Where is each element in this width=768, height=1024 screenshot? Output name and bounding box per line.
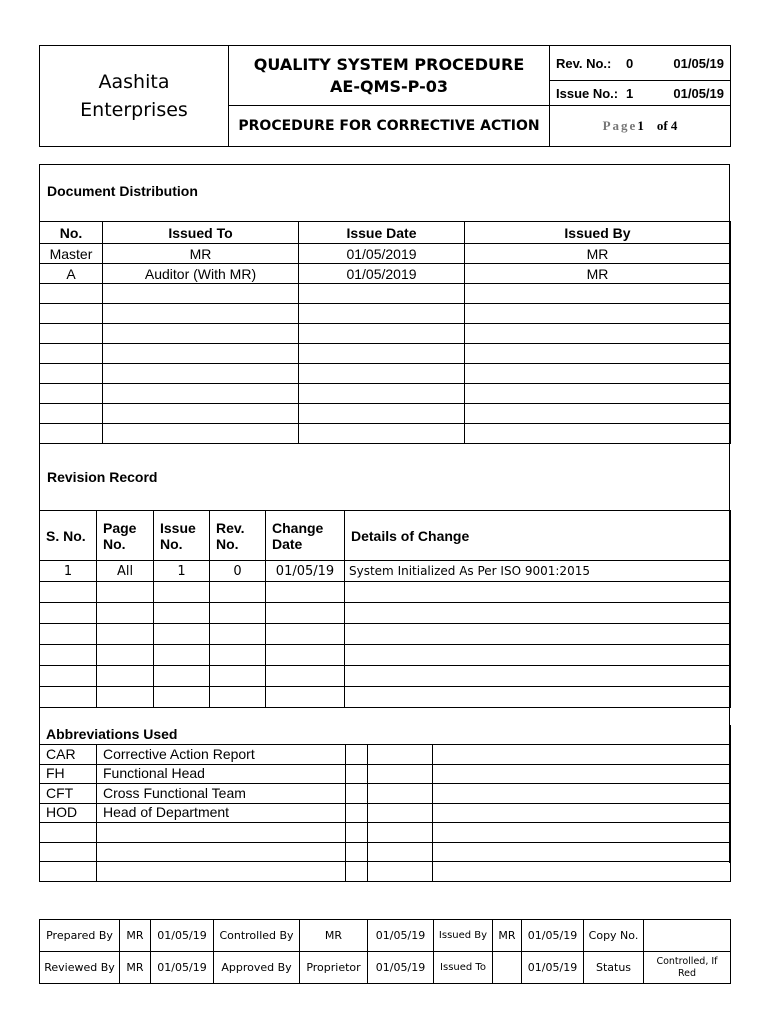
table-row	[40, 404, 731, 424]
table-cell	[299, 424, 465, 444]
footer-cell	[493, 952, 522, 984]
table-cell	[40, 344, 103, 364]
table-cell	[346, 862, 368, 882]
table-cell: A	[40, 264, 103, 284]
table-cell	[97, 687, 154, 708]
table-cell	[465, 364, 731, 384]
table-row	[40, 244, 731, 264]
footer-row	[40, 920, 731, 952]
table-cell	[210, 687, 266, 708]
table-row	[40, 582, 731, 603]
footer-cell: MR	[120, 920, 151, 952]
rev-value: 0	[626, 55, 634, 71]
table-cell	[40, 645, 97, 666]
revision-column-header: Change Date	[266, 511, 345, 561]
table-cell	[299, 344, 465, 364]
table-cell	[266, 645, 345, 666]
table-cell	[210, 624, 266, 645]
document-header	[39, 45, 731, 147]
revision-column-header: Issue No.	[154, 511, 210, 561]
revision-title: Revision Record	[47, 469, 158, 485]
footer-cell: Controlled, If Red	[644, 952, 731, 984]
table-cell	[433, 862, 731, 882]
footer-cell: Prepared By	[40, 920, 120, 952]
revision-column-header: Details of Change	[345, 511, 731, 561]
footer-cell: MR	[120, 952, 151, 984]
table-cell	[40, 424, 103, 444]
table-cell	[40, 304, 103, 324]
table-row	[40, 645, 731, 666]
table-cell	[346, 745, 368, 765]
company-name-line2: Enterprises	[80, 99, 188, 121]
table-cell	[299, 324, 465, 344]
table-row	[40, 842, 731, 862]
table-row	[40, 324, 731, 344]
abbreviation-meaning	[97, 842, 346, 862]
table-row	[40, 264, 731, 284]
table-cell: 01/05/2019	[299, 264, 465, 284]
distribution-column-header: Issued By	[465, 222, 731, 244]
table-cell	[345, 603, 731, 624]
document-code: AE-QMS-P-03	[330, 76, 448, 96]
table-cell	[299, 304, 465, 324]
revision-table	[39, 510, 731, 708]
table-cell	[433, 745, 731, 765]
footer-cell: Reviewed By	[40, 952, 120, 984]
table-cell	[299, 384, 465, 404]
table-cell	[154, 582, 210, 603]
table-cell	[266, 624, 345, 645]
table-cell	[433, 784, 731, 804]
distribution-header-row	[40, 222, 731, 244]
table-row	[40, 364, 731, 384]
document-title: QUALITY SYSTEM PROCEDURE	[253, 54, 525, 74]
page-word: Page	[602, 118, 638, 133]
page-of: of 4	[656, 118, 678, 133]
table-cell	[465, 384, 731, 404]
table-cell	[368, 764, 433, 784]
company-name-line1: Aashita	[98, 71, 170, 93]
table-cell	[154, 603, 210, 624]
table-cell	[299, 404, 465, 424]
table-cell	[368, 784, 433, 804]
table-cell	[433, 823, 731, 843]
document-title-cell	[229, 46, 550, 106]
distribution-column-header: No.	[40, 222, 103, 244]
footer-cell: MR	[300, 920, 368, 952]
distribution-column-header: Issue Date	[299, 222, 465, 244]
table-cell	[40, 384, 103, 404]
table-cell	[97, 624, 154, 645]
footer-cell: Issued By	[434, 920, 493, 952]
abbreviation-meaning	[97, 823, 346, 843]
table-cell	[40, 687, 97, 708]
footer-cell: 01/05/19	[151, 952, 214, 984]
page-indicator	[550, 106, 731, 147]
revision-column-header: S. No.	[40, 511, 97, 561]
table-cell	[154, 666, 210, 687]
table-cell	[266, 687, 345, 708]
table-cell	[103, 384, 299, 404]
table-row	[40, 784, 731, 804]
company-name	[40, 46, 229, 147]
table-cell	[210, 582, 266, 603]
table-cell	[103, 424, 299, 444]
table-cell	[368, 823, 433, 843]
table-cell	[299, 284, 465, 304]
table-cell	[346, 784, 368, 804]
table-row	[40, 603, 731, 624]
issue-value: 1	[626, 85, 634, 101]
table-row	[40, 764, 731, 784]
table-cell: Master	[40, 244, 103, 264]
footer-cell: 01/05/19	[522, 920, 584, 952]
table-cell	[433, 764, 731, 784]
footer-cell: 01/05/19	[368, 920, 434, 952]
table-cell	[210, 645, 266, 666]
table-cell	[154, 624, 210, 645]
table-cell	[346, 823, 368, 843]
abbreviation-code: HOD	[40, 803, 97, 823]
table-row	[40, 745, 731, 765]
footer-cell	[644, 920, 731, 952]
revision-column-header: Rev. No.	[210, 511, 266, 561]
table-row	[40, 561, 731, 582]
table-cell	[346, 803, 368, 823]
table-cell: 01/05/19	[266, 561, 345, 582]
table-cell: MR	[465, 244, 731, 264]
abbreviation-code	[40, 823, 97, 843]
table-cell	[97, 582, 154, 603]
abbreviation-meaning: Functional Head	[97, 764, 346, 784]
table-row	[40, 803, 731, 823]
table-cell	[266, 603, 345, 624]
table-cell	[97, 666, 154, 687]
footer-cell: Controlled By	[214, 920, 300, 952]
footer-cell: Status	[584, 952, 644, 984]
abbreviation-meaning: Cross Functional Team	[97, 784, 346, 804]
table-cell	[465, 284, 731, 304]
table-cell: Auditor (With MR)	[103, 264, 299, 284]
table-cell	[345, 582, 731, 603]
table-cell	[433, 803, 731, 823]
abbreviations-title: Abbreviations Used	[40, 725, 731, 745]
distribution-title: Document Distribution	[47, 183, 198, 199]
table-row	[40, 624, 731, 645]
table-cell	[266, 582, 345, 603]
table-row	[40, 687, 731, 708]
table-cell	[345, 666, 731, 687]
table-cell	[40, 582, 97, 603]
abbreviation-code	[40, 862, 97, 882]
table-row	[40, 666, 731, 687]
table-cell: MR	[465, 264, 731, 284]
footer-cell: MR	[493, 920, 522, 952]
table-row	[40, 862, 731, 882]
table-cell: MR	[103, 244, 299, 264]
table-cell: All	[97, 561, 154, 582]
abbreviation-meaning	[97, 862, 346, 882]
abbreviation-meaning: Head of Department	[97, 803, 346, 823]
table-cell: 01/05/2019	[299, 244, 465, 264]
table-cell	[97, 603, 154, 624]
table-cell	[465, 344, 731, 364]
table-cell	[368, 862, 433, 882]
table-cell: 1	[154, 561, 210, 582]
procedure-title: PROCEDURE FOR CORRECTIVE ACTION	[229, 106, 550, 147]
footer-cell: Copy No.	[584, 920, 644, 952]
table-cell: 0	[210, 561, 266, 582]
footer-cell: Issued To	[434, 952, 493, 984]
table-cell	[368, 745, 433, 765]
abbreviation-code: CAR	[40, 745, 97, 765]
table-cell	[346, 842, 368, 862]
table-cell	[465, 324, 731, 344]
table-cell	[103, 364, 299, 384]
rev-date: 01/05/19	[673, 55, 724, 71]
table-cell	[465, 424, 731, 444]
abbreviation-code	[40, 842, 97, 862]
table-row	[40, 344, 731, 364]
table-cell	[210, 603, 266, 624]
revision-column-header: Page No.	[97, 511, 154, 561]
table-cell	[103, 404, 299, 424]
table-cell	[40, 666, 97, 687]
table-cell	[40, 364, 103, 384]
table-cell	[103, 284, 299, 304]
table-cell	[433, 842, 731, 862]
table-cell	[299, 364, 465, 384]
table-row	[40, 823, 731, 843]
rev-label: Rev. No.:	[556, 55, 612, 71]
table-cell	[40, 324, 103, 344]
table-cell	[345, 624, 731, 645]
table-cell	[345, 645, 731, 666]
abbreviation-code: CFT	[40, 784, 97, 804]
table-cell	[154, 645, 210, 666]
issue-label: Issue No.:	[556, 85, 619, 101]
table-cell	[154, 687, 210, 708]
table-cell	[345, 687, 731, 708]
table-cell	[465, 404, 731, 424]
table-cell	[40, 404, 103, 424]
distribution-table	[39, 221, 731, 444]
abbreviation-code: FH	[40, 764, 97, 784]
table-cell	[40, 603, 97, 624]
footer-cell: 01/05/19	[368, 952, 434, 984]
table-cell	[40, 284, 103, 304]
distribution-column-header: Issued To	[103, 222, 299, 244]
table-cell	[368, 842, 433, 862]
revision-cell	[550, 46, 731, 81]
footer-cell: 01/05/19	[151, 920, 214, 952]
footer-cell: Approved By	[214, 952, 300, 984]
table-cell	[103, 344, 299, 364]
table-cell	[210, 666, 266, 687]
table-cell	[97, 645, 154, 666]
issue-cell	[550, 81, 731, 106]
table-cell: System Initialized As Per ISO 9001:2015	[345, 561, 731, 582]
table-row	[40, 284, 731, 304]
table-cell	[346, 764, 368, 784]
footer-cell: Proprietor	[300, 952, 368, 984]
footer-cell: 01/05/19	[522, 952, 584, 984]
abbreviations-header-row	[40, 725, 731, 745]
approval-footer	[39, 919, 731, 984]
revision-header-row	[40, 511, 731, 561]
table-row	[40, 384, 731, 404]
table-cell	[368, 803, 433, 823]
footer-row	[40, 952, 731, 984]
table-cell: 1	[40, 561, 97, 582]
table-row	[40, 424, 731, 444]
table-row	[40, 304, 731, 324]
table-cell	[40, 624, 97, 645]
table-cell	[103, 324, 299, 344]
table-cell	[266, 666, 345, 687]
abbreviation-meaning: Corrective Action Report	[97, 745, 346, 765]
issue-date: 01/05/19	[673, 85, 724, 101]
table-cell	[103, 304, 299, 324]
table-cell	[465, 304, 731, 324]
abbreviations-table	[39, 725, 731, 882]
page-number: 1	[637, 118, 644, 133]
